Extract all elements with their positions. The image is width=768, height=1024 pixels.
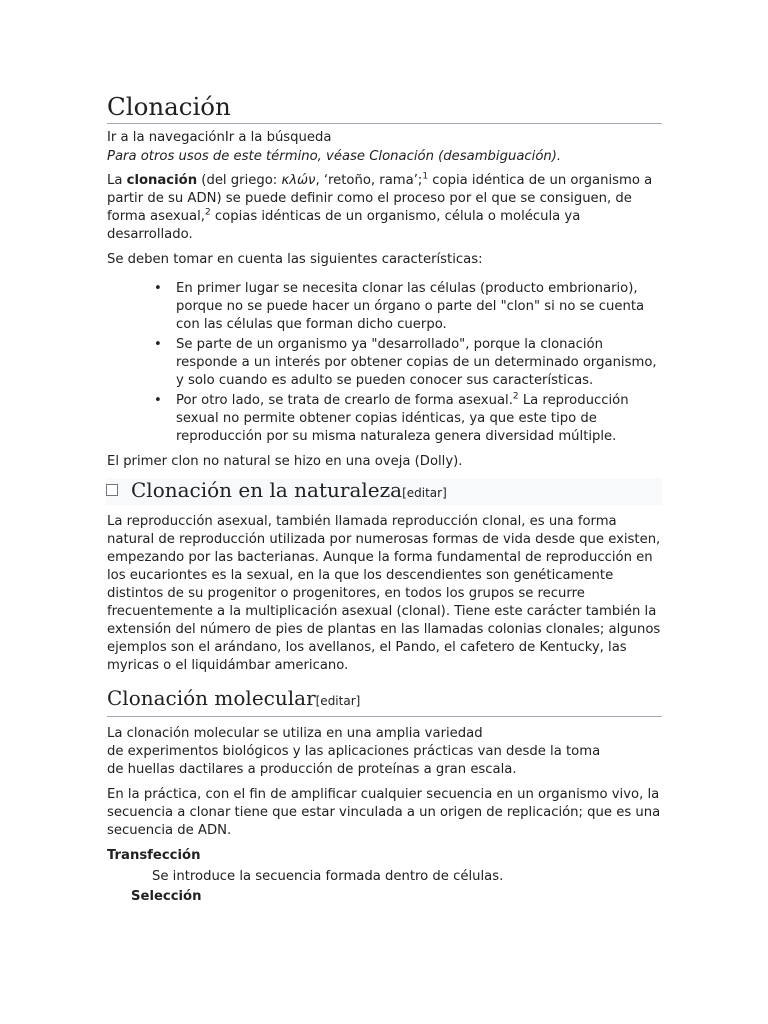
greek-word: κλών bbox=[281, 173, 316, 188]
list-item-text: En primer lugar se necesita clonar las células (producto embrionario), porque no se puede hacer un órgano o parte del "clon" si no se cuenta con las células que forman dicho cuerpo. bbox=[176, 281, 645, 332]
bullet-icon: • bbox=[154, 337, 162, 352]
reference-2[interactable]: 2 bbox=[512, 391, 519, 402]
list-item-text: La reproducción sexual no permite obtener copias idénticas, ya que este tipo de reproducción por su misma naturaleza genera diversidad múltiple. bbox=[176, 393, 629, 444]
collapse-checkbox-icon[interactable] bbox=[106, 484, 118, 496]
intro-bold-term: clonación bbox=[126, 173, 198, 188]
list-item bbox=[154, 280, 662, 334]
intro-text: (del griego: bbox=[197, 173, 282, 188]
intro-text: La bbox=[107, 173, 127, 188]
naturaleza-paragraph: La reproducción asexual, también llamada reproducción clonal, es una forma natural de reproducción utilizada por numerosas formas de vida desde que existen, empezando por las bacterianas. Aunque la forma fundamental de reproducción en los eucariontes es la sexual, en la que los descendientes son genéticamente distintos de su progenitor o progenitores, en todos los grupos se recurre frecuentemente a la multiplicación asexual (clonal). Tiene este carácter también la extensión del número de pies de plantas en las llamadas colonias clonales; algunos ejemplos son el arándano, los avellanos, el Pando, el cafetero de Kentucky, las myricas o el liquidámbar americano. bbox=[107, 514, 661, 673]
intro-text: copias idénticas de un organismo, célula o molécula ya desarrollado. bbox=[107, 209, 581, 242]
molecular-paragraph-1 bbox=[107, 725, 662, 779]
section-heading-molecular bbox=[107, 685, 360, 715]
molecular-paragraph-2: En la práctica, con el fin de amplificar cualquier secuencia en un organismo vivo, la secuencia a clonar tiene que estar vinculada a un origen de replicación; que es una secuencia de ADN. bbox=[107, 787, 661, 838]
paragraph-line: La clonación molecular se utiliza en una amplia variedad bbox=[107, 726, 483, 741]
section-heading-text: Clonación molecular bbox=[107, 686, 316, 710]
edit-link[interactable]: [editar] bbox=[402, 485, 447, 500]
definition-list bbox=[107, 847, 662, 906]
intro-paragraph bbox=[107, 172, 662, 244]
list-item bbox=[154, 391, 662, 446]
definition-transfeccion: Se introduce la secuencia formada dentro de células. bbox=[152, 869, 504, 884]
intro-end-paragraph: El primer clon no natural se hizo en una oveja (Dolly). bbox=[107, 454, 463, 469]
bullet-icon: • bbox=[154, 281, 162, 296]
bullet-icon: • bbox=[154, 393, 162, 408]
list-item bbox=[154, 336, 662, 390]
paragraph-line: de huellas dactilares a producción de proteínas a gran escala. bbox=[107, 762, 517, 777]
edit-link[interactable]: [editar] bbox=[315, 694, 361, 708]
intro-text: , ‘retoño, rama’; bbox=[315, 173, 423, 188]
characteristics-list bbox=[107, 280, 662, 446]
list-item-text: Por otro lado, se trata de crearlo de forma asexual. bbox=[176, 393, 513, 408]
intro-text: copia idéntica de un organismo a partir de su ADN) se puede definir como el proceso por el que se consiguen, de forma asexual, bbox=[107, 173, 653, 224]
section-heading-bar bbox=[107, 685, 662, 717]
page-title: Clonación bbox=[107, 92, 662, 124]
intro-paragraph-2: Se deben tomar en cuenta las siguientes características: bbox=[107, 252, 483, 267]
jump-links[interactable]: Ir a la navegaciónIr a la búsqueda bbox=[107, 130, 332, 145]
section-heading-bar bbox=[106, 478, 662, 505]
section-heading-text: Clonación en la naturaleza bbox=[131, 477, 403, 502]
reference-1[interactable]: 1 bbox=[422, 171, 429, 182]
list-item-text: Se parte de un organismo ya "desarrollado", porque la clonación responde a un interés por obtener copias de un determinado organismo, y solo cuando es adulto se pueden conocer sus características. bbox=[176, 337, 657, 388]
article-content bbox=[107, 92, 662, 906]
term-transfeccion: Transfección bbox=[107, 848, 201, 863]
section-heading-naturaleza bbox=[131, 477, 447, 507]
reference-2[interactable]: 2 bbox=[204, 207, 211, 218]
hatnote[interactable]: Para otros usos de este término, véase Clonación (desambiguación). bbox=[107, 149, 562, 164]
paragraph-line: de experimentos biológicos y las aplicaciones prácticas van desde la toma bbox=[107, 744, 601, 759]
term-seleccion: Selección bbox=[131, 889, 202, 904]
